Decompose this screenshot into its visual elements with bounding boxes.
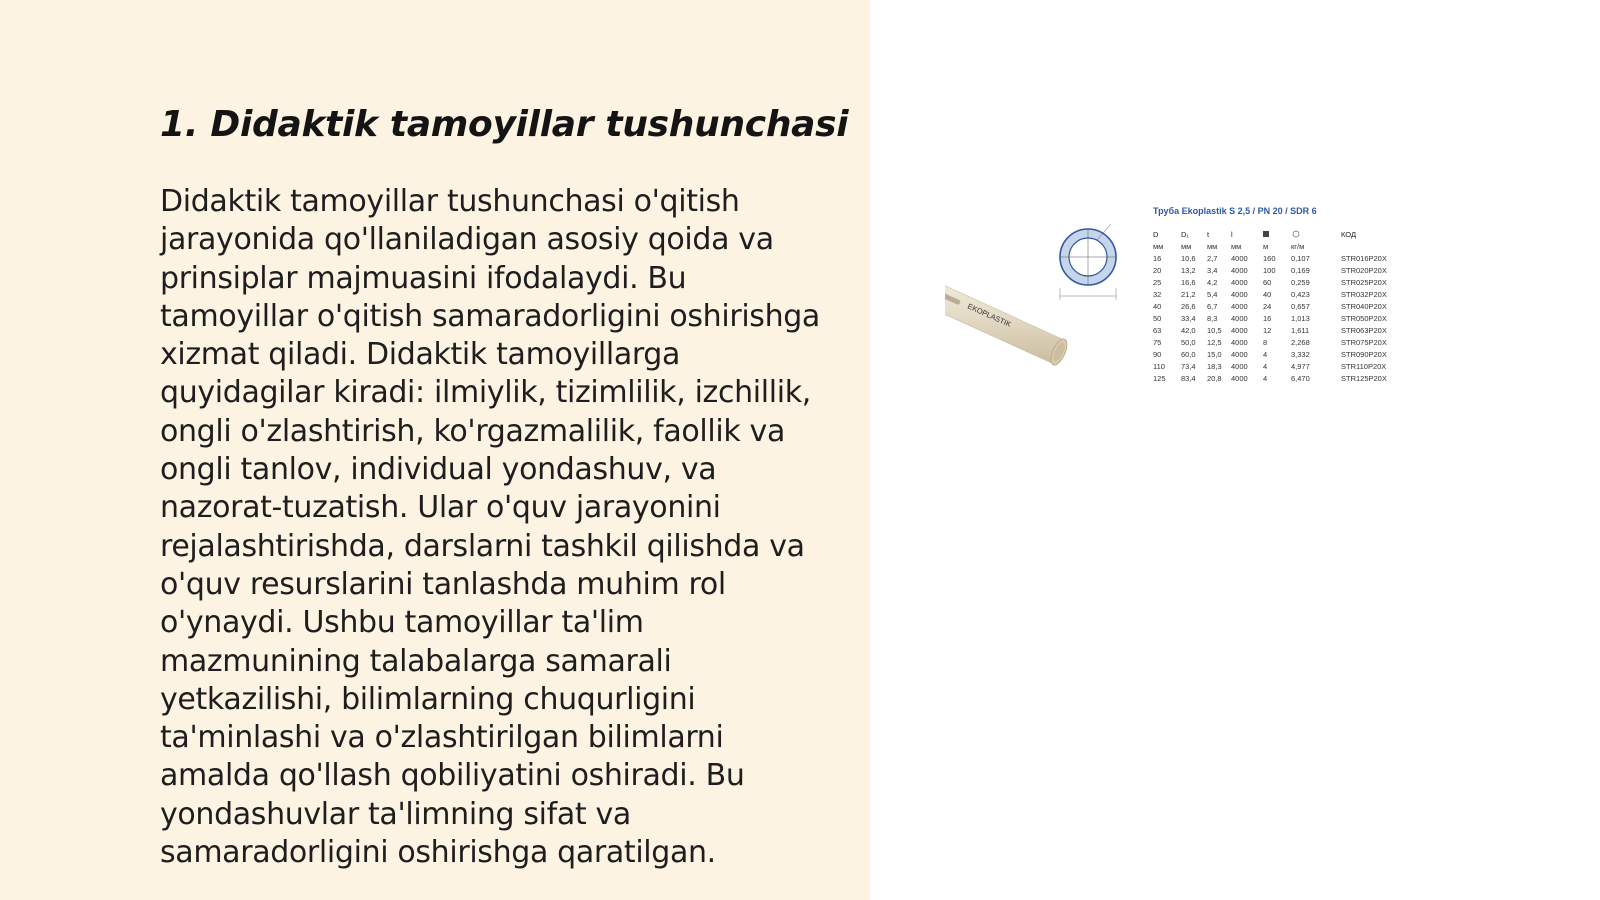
- spec-table-cell: 0,423: [1291, 290, 1310, 299]
- spec-table-cell: 16: [1263, 314, 1272, 323]
- spec-unit-cell: мм: [1181, 242, 1192, 251]
- pipe-illustration: [945, 281, 1070, 367]
- spec-table-cell: 63: [1153, 326, 1162, 335]
- spec-table-cell: 4000: [1231, 338, 1248, 347]
- spec-header-cell: D₁: [1181, 230, 1189, 239]
- spec-header-cell: D: [1153, 230, 1159, 239]
- spec-table-cell: 1,013: [1291, 314, 1310, 323]
- spec-table-cell: 24: [1263, 302, 1272, 311]
- spec-table-cell: 100: [1263, 266, 1276, 275]
- spec-table-cell: 3,332: [1291, 350, 1310, 359]
- spec-table-cell: 6,470: [1291, 374, 1310, 383]
- spec-table-cell: 15,0: [1207, 350, 1222, 359]
- spec-unit-cell: м: [1263, 242, 1269, 251]
- spec-table-cell: 110: [1153, 362, 1165, 371]
- spec-table-cell: STR050P20X: [1341, 314, 1387, 323]
- spec-table-cell: 20: [1153, 266, 1162, 275]
- spec-unit-cell: мм: [1231, 242, 1242, 251]
- spec-table-cell: 32: [1153, 290, 1162, 299]
- spec-table-cell: 75: [1153, 338, 1162, 347]
- spec-table-cell: 25: [1153, 278, 1162, 287]
- spec-header-cell: t: [1207, 230, 1210, 239]
- spec-table-cell: 40: [1263, 290, 1272, 299]
- spec-table-cell: 4000: [1231, 254, 1248, 263]
- spec-table-cell: 42,0: [1181, 326, 1196, 335]
- spec-table-cell: 2,7: [1207, 254, 1218, 263]
- spec-table-cell: 6,7: [1207, 302, 1218, 311]
- spec-table-cell: 0,169: [1291, 266, 1310, 275]
- spec-table-cell: 4,977: [1291, 362, 1310, 371]
- cross-section-diagram: [1060, 224, 1116, 300]
- spec-table-cell: 8: [1263, 338, 1268, 347]
- spec-table-cell: 4: [1263, 362, 1268, 371]
- spec-table-cell: 16: [1153, 254, 1162, 263]
- spec-table-cell: 20,8: [1207, 374, 1222, 383]
- pipe-spec-graphic: [945, 200, 1425, 400]
- pipe-spec-image: [945, 200, 1425, 400]
- spec-table-cell: 73,4: [1181, 362, 1196, 371]
- spec-table-cell: 3,4: [1207, 266, 1218, 275]
- spec-table-cell: 125: [1153, 374, 1166, 383]
- spec-table-cell: 4000: [1231, 278, 1248, 287]
- spec-table-cell: 8,3: [1207, 314, 1218, 323]
- spec-table: [1153, 206, 1387, 383]
- spec-table-cell: 12: [1263, 326, 1272, 335]
- package-icon: [1263, 231, 1269, 237]
- spec-table-cell: 4000: [1231, 266, 1248, 275]
- spec-table-cell: 26,6: [1181, 302, 1196, 311]
- spec-table-cell: 0,657: [1291, 302, 1310, 311]
- spec-table-cell: 16,6: [1181, 278, 1196, 287]
- spec-table-cell: STR063P20X: [1341, 326, 1387, 335]
- spec-table-cell: 33,4: [1181, 314, 1196, 323]
- spec-table-cell: 90: [1153, 350, 1162, 359]
- spec-table-cell: 5,4: [1207, 290, 1218, 299]
- pipe-label: EKOPLASTIK: [966, 301, 1013, 329]
- spec-unit-cell: кг/м: [1291, 242, 1305, 251]
- spec-table-cell: 10,6: [1181, 254, 1196, 263]
- spec-table-cell: 60,0: [1181, 350, 1196, 359]
- spec-table-cell: STR032P20X: [1341, 290, 1387, 299]
- spec-table-cell: 0,107: [1291, 254, 1310, 263]
- spec-table-cell: 0,259: [1291, 278, 1310, 287]
- spec-table-cell: 4000: [1231, 362, 1248, 371]
- spec-table-cell: 10,5: [1207, 326, 1222, 335]
- spec-table-cell: 50: [1153, 314, 1162, 323]
- spec-table-cell: 50,0: [1181, 338, 1196, 347]
- spec-header-cell: КОД: [1341, 230, 1357, 239]
- spec-table-cell: 160: [1263, 254, 1276, 263]
- slide-title: 1. Didaktik tamoyillar tushunchasi: [160, 104, 849, 145]
- spec-table-cell: 4,2: [1207, 278, 1218, 287]
- spec-table-cell: 83,4: [1181, 374, 1196, 383]
- spec-table-cell: 12,5: [1207, 338, 1222, 347]
- spec-table-cell: STR016P20X: [1341, 254, 1387, 263]
- spec-table-cell: 2,268: [1291, 338, 1310, 347]
- spec-table-cell: STR125P20X: [1341, 374, 1387, 383]
- spec-table-cell: 4000: [1231, 302, 1248, 311]
- spec-table-cell: 18,3: [1207, 362, 1222, 371]
- spec-table-cell: 4000: [1231, 350, 1248, 359]
- spec-table-cell: 4000: [1231, 326, 1248, 335]
- spec-table-cell: 1,611: [1291, 326, 1310, 335]
- spec-table-cell: STR040P20X: [1341, 302, 1387, 311]
- spec-table-cell: 4000: [1231, 290, 1248, 299]
- spec-table-cell: STR110P20X: [1341, 362, 1387, 371]
- spec-table-cell: STR075P20X: [1341, 338, 1387, 347]
- spec-table-title: Труба Ekoplastik S 2,5 / PN 20 / SDR 6: [1153, 206, 1317, 216]
- spec-table-cell: 4000: [1231, 314, 1248, 323]
- spec-table-cell: 21,2: [1181, 290, 1196, 299]
- spec-table-cell: 60: [1263, 278, 1272, 287]
- spec-header-cell: l: [1231, 230, 1233, 239]
- spec-unit-cell: мм: [1153, 242, 1164, 251]
- spec-table-cell: 4: [1263, 374, 1268, 383]
- spec-table-cell: STR090P20X: [1341, 350, 1387, 359]
- slide-body-text: Didaktik tamoyillar tushunchasi o'qitish jarayonida qo'llaniladigan asosiy qoida va prinsiplar majmuasini ifodalaydi. Bu tamoyillar o'qitish samaradorligini oshirishga xizmat qiladi. Didaktik tamoyillarga quyidagilar kiradi: ilmiylik, tizimlilik, izchillik, ongli o'zlashtirish, ko'rgazmalilik, faollik va ongli tanlov, individual yondashuv, va nazorat-tuzatish. Ular o'quv jarayonini rejalashtirishda, darslarni tashkil qilishda va o'quv resurslarini tanlashda muhim rol o'ynaydi. Ushbu tamoyillar ta'lim mazmunining talabalarga samarali yetkazilishi, bilimlarning chuqurligini ta'minlashi va o'zlashtirilgan bilimlarni amalda qo'llash qobiliyatini oshiradi. Bu yondashuvlar ta'limning sifat va samaradorligini oshirishga qaratilgan.: [160, 184, 820, 871]
- spec-unit-cell: мм: [1207, 242, 1218, 251]
- weight-icon: [1293, 231, 1299, 237]
- spec-table-cell: 4000: [1231, 374, 1248, 383]
- image-panel: [870, 0, 1600, 900]
- spec-table-cell: STR020P20X: [1341, 266, 1387, 275]
- spec-table-cell: 40: [1153, 302, 1162, 311]
- spec-table-cell: 4: [1263, 350, 1268, 359]
- spec-table-cell: STR025P20X: [1341, 278, 1387, 287]
- spec-table-cell: 13,2: [1181, 266, 1196, 275]
